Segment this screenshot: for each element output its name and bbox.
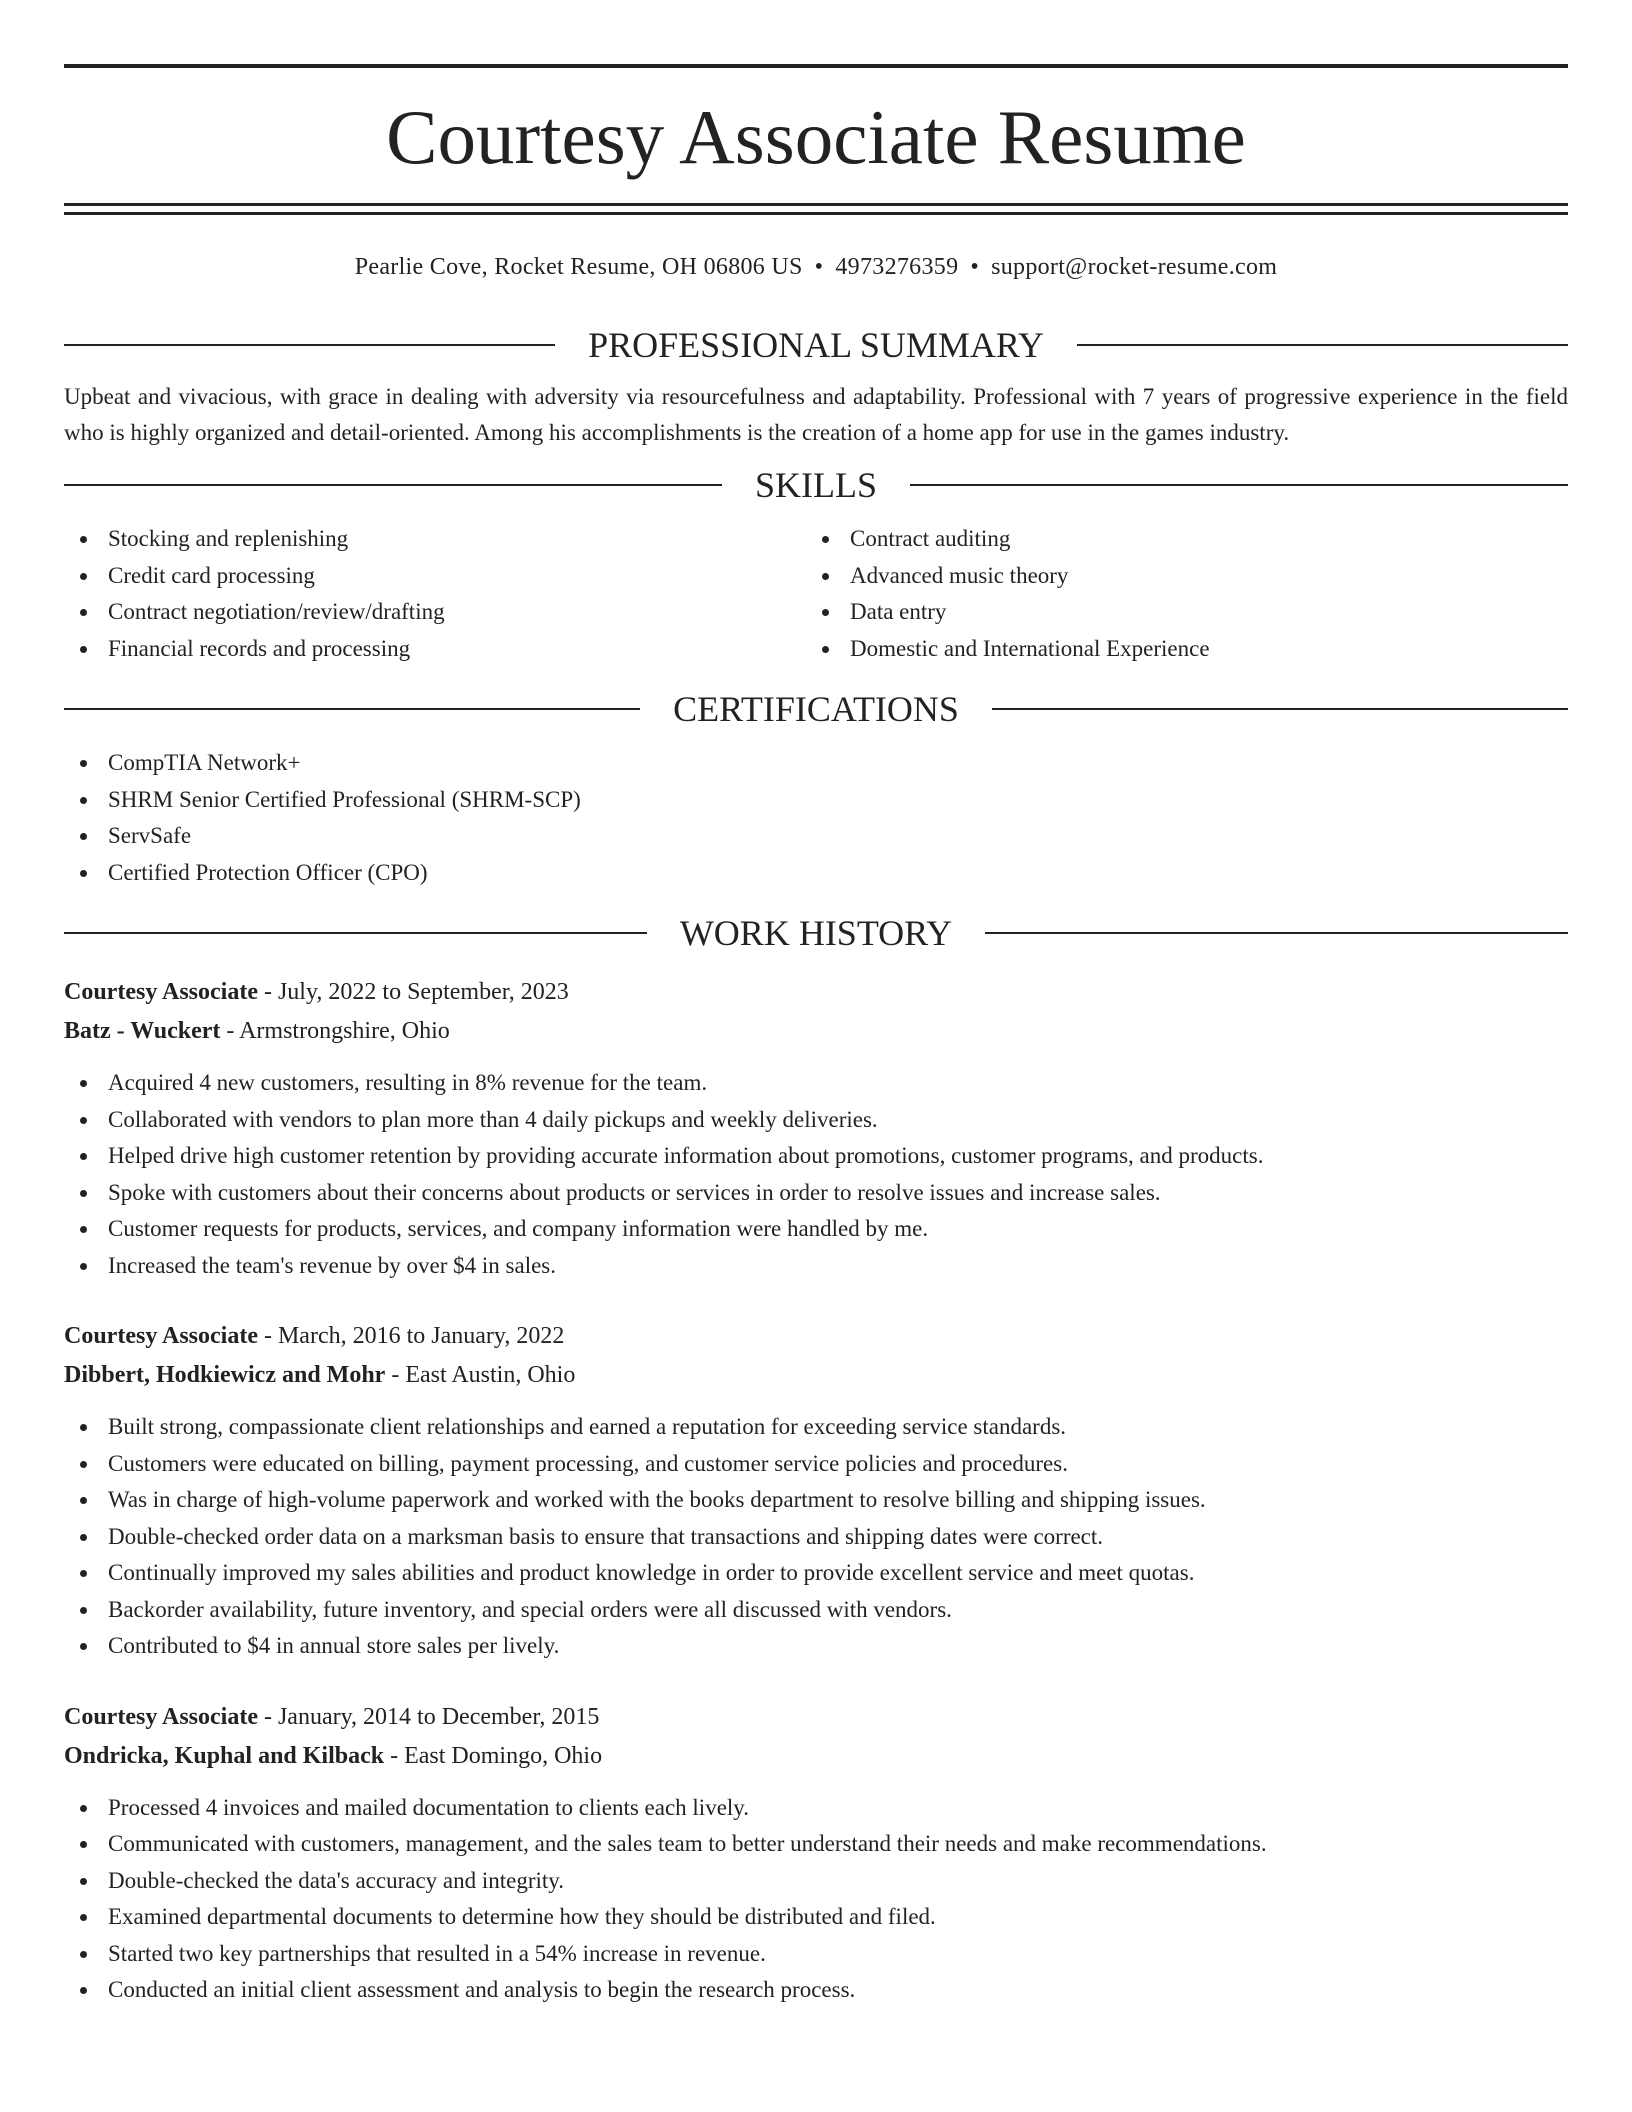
heading-rule-right [985,932,1568,934]
skill-item: Domestic and International Experience [806,631,1548,668]
job-title-line [64,973,1568,1012]
certifications-heading [64,689,1568,729]
job-dates: - January, 2014 to December, 2015 [257,1703,600,1730]
heading-rule-right [992,708,1568,710]
skills-heading [64,465,1568,505]
job-duties [64,1065,1568,1284]
work-history-heading [64,913,1568,953]
job-company: Dibbert, Hodkiewicz and Mohr [64,1362,386,1388]
heading-rule-left [64,708,640,710]
job-duties [64,1409,1568,1665]
skill-item: Contract negotiation/review/drafting [64,594,806,631]
skill-item: Stocking and replenishing [64,521,806,558]
job-duty-item: Collaborated with vendors to plan more than 4 daily pickups and weekly deliveries. [64,1102,1568,1139]
job-title-line [64,1317,1568,1356]
contact-phone: 4973276359 [835,254,959,280]
work-history-entries [64,973,1568,2009]
job-entry [64,1698,1568,2009]
contact-email: support@rocket-resume.com [991,254,1278,280]
job-duty-item: Acquired 4 new customers, resulting in 8% revenue for the team. [64,1065,1568,1102]
certifications-list [64,745,1568,891]
contact-separator: • [814,254,824,280]
job-dates: - July, 2022 to September, 2023 [257,979,569,1005]
skills-list-right [806,521,1548,667]
job-duty-item: Double-checked order data on a marksman basis to ensure that transactions and shipping dates were correct. [64,1519,1568,1556]
job-location: - Armstrongshire, Ohio [220,1018,450,1044]
certification-item: SHRM Senior Certified Professional (SHRM-SCP) [64,782,1568,819]
certification-item: Certified Protection Officer (CPO) [64,855,1568,892]
resume-title: Courtesy Associate Resume [386,94,1246,180]
skill-item: Advanced music theory [806,558,1548,595]
certification-item: ServSafe [64,818,1568,855]
heading-rule-right [910,484,1568,486]
job-location: - East Austin, Ohio [385,1362,576,1388]
summary-heading-label: PROFESSIONAL SUMMARY [588,325,1044,365]
job-location: - East Domingo, Ohio [384,1742,603,1769]
heading-rule-left [64,932,647,934]
job-dates: - March, 2016 to January, 2022 [257,1323,565,1349]
job-duty-item: Conducted an initial client assessment and analysis to begin the research process. [64,1972,1568,2009]
job-duty-item: Increased the team's revenue by over $4 in sales. [64,1248,1568,1285]
skill-item: Financial records and processing [64,631,806,668]
contact-line [64,251,1568,283]
contact-separator: • [970,254,980,280]
job-duty-item: Processed 4 invoices and mailed documentation to clients each lively. [64,1790,1568,1827]
job-duty-item: Contributed to $4 in annual store sales per lively. [64,1628,1568,1665]
job-duty-item: Customer requests for products, services, and company information were handled by me. [64,1211,1568,1248]
job-duty-item: Started two key partnerships that resulted in a 54% increase in revenue. [64,1936,1568,1973]
job-duty-item: Was in charge of high-volume paperwork and worked with the books department to resolve billing and shipping issues. [64,1482,1568,1519]
job-duty-item: Continually improved my sales abilities and product knowledge in order to provide excellent service and meet quotas. [64,1555,1568,1592]
skill-item: Data entry [806,594,1548,631]
job-title: Courtesy Associate [64,1703,258,1730]
top-rule [64,64,1568,68]
certifications-heading-label: CERTIFICATIONS [673,689,959,729]
job-company: Batz - Wuckert [64,1018,221,1044]
job-entry [64,1317,1568,1665]
job-duty-item: Examined departmental documents to determine how they should be distributed and filed. [64,1899,1568,1936]
title-double-rule [64,203,1568,215]
job-duty-item: Double-checked the data's accuracy and integrity. [64,1863,1568,1900]
job-duty-item: Built strong, compassionate client relationships and earned a reputation for exceeding service standards. [64,1409,1568,1446]
summary-text: Upbeat and vivacious, with grace in dealing with adversity via resourcefulness and adaptability. Professional with 7 years of progressive experience in the field who is highly organized and detail-oriented. Among his accomplishments is the creation of a home app for use in the games industry. [64,384,1568,445]
job-duty-item: Spoke with customers about their concerns about products or services in order to resolve issues and increase sales. [64,1175,1568,1212]
job-title: Courtesy Associate [64,1323,258,1349]
skills-columns [64,521,1568,667]
certification-item: CompTIA Network+ [64,745,1568,782]
heading-rule-right [1077,344,1568,346]
skill-item: Contract auditing [806,521,1548,558]
contact-address: Pearlie Cove, Rocket Resume, OH 06806 US [354,254,803,280]
job-duty-item: Customers were educated on billing, payment processing, and customer service policies and procedures. [64,1446,1568,1483]
job-company-line [64,1012,1568,1051]
skills-list-left [64,521,806,667]
job-duty-item: Helped drive high customer retention by providing accurate information about promotions, customer programs, and products. [64,1138,1568,1175]
job-company: Ondricka, Kuphal and Kilback [64,1742,385,1769]
skill-item: Credit card processing [64,558,806,595]
work-history-heading-label: WORK HISTORY [679,913,953,953]
heading-rule-left [64,484,722,486]
job-entry [64,973,1568,1284]
job-duty-item: Communicated with customers, management, and the sales team to better understand their needs and make recommendations. [64,1826,1568,1863]
job-title: Courtesy Associate [64,979,258,1005]
skills-heading-label: SKILLS [755,465,878,505]
job-company-line [64,1737,1568,1776]
job-company-line [64,1356,1568,1395]
job-duties [64,1790,1568,2009]
job-title-line [64,1698,1568,1737]
resume-page [64,64,1568,2009]
summary-heading [64,325,1568,365]
job-duty-item: Backorder availability, future inventory, and special orders were all discussed with vendors. [64,1592,1568,1629]
heading-rule-left [64,344,555,346]
